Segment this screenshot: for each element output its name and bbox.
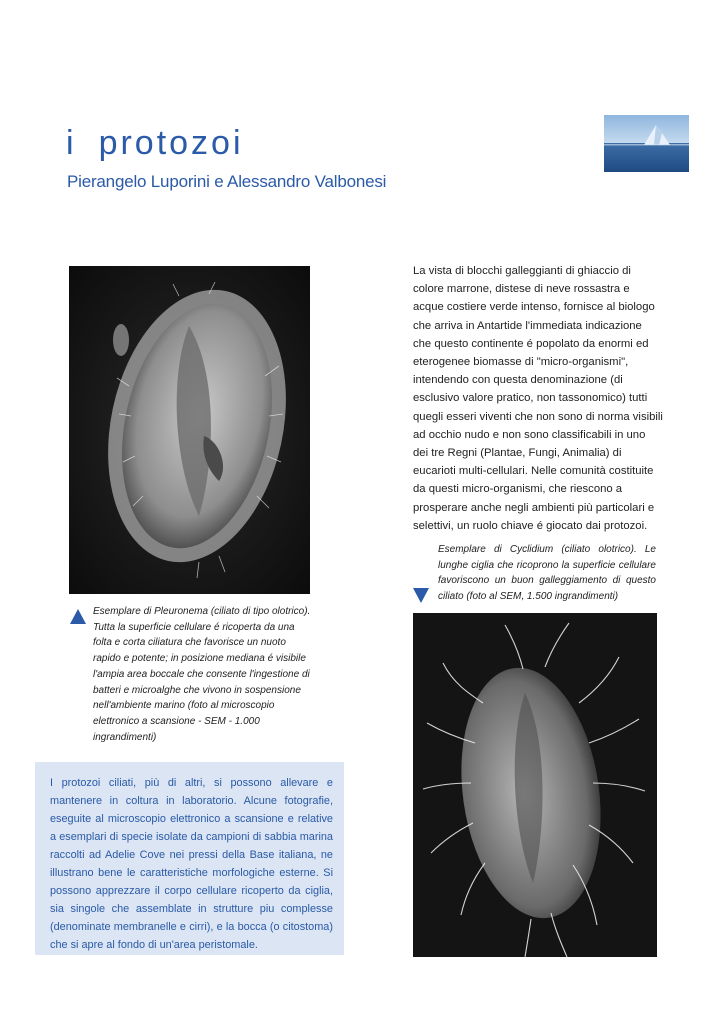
pleuronema-photo (69, 266, 310, 594)
cyclidium-caption: Esemplare di Cyclidium (ciliato olotrico). Le lunghe ciglia che ricoprono la superficie cellulare favoriscono un buon galleggiamento di questo ciliato (foto al SEM, 1.500 ingrandimenti) (438, 544, 656, 603)
authors: Pierangelo Luporini e Alessandro Valbonesi (67, 172, 387, 191)
title-word: protozoi (98, 124, 244, 162)
intro-paragraph: La vista di blocchi galleggianti di ghiaccio di colore marrone, distese di neve rossastra e acque costiere verde intenso, fornisce al biologo che arriva in Antartide l'immediata indicazione che questo continente é popolato da enormi ed eterogenee biomasse di "micro-organismi", intendendo con questa denominazione (di esclusivo valore pratico, non tassonomico) tutti quegli esseri viventi che non sono di norma visibili ad occhio nudo e non sono classificabili in uno dei tre Regni (Plantae, Fungi, Animalia) di eucarioti multi-cellulari. Nelle comunità costituite da questi micro-organismi, che riescono a prosperare anche negli ambienti più particolari e selettivi, un ruolo chiave é giocato dai protozoi. (413, 265, 663, 532)
info-box: I protozoi ciliati, più di altri, si possono allevare e mantenere in coltura in laboratorio. Alcune fotografie, eseguite al microscopio elettronico a scansione e relative a esemplari di specie isolate da campioni di sabbia marina raccolti ad Adelie Cove nei pressi della Base italiana, ne illustrano bene le caratteristiche morfologiche esterne. Si possono apprezzare il corpo cellulare ricoperto da ciglia, sia singole che assemblate in strutture piu complesse (denominate membranelle e cirri), e la bocca (o citostoma) che si apre al fondo di un'area peristomale. (35, 762, 344, 955)
cyclidium-photo (413, 613, 657, 957)
page-title (66, 124, 244, 163)
pleuronema-caption: Esemplare di Pleuronema (ciliato di tipo olotrico). Tutta la superficie cellulare é ricoperta da una folta e corta ciliatura che favorisce un nuoto rapido e potente; in posizione mediana é visibile l'ampia area boccale che consente l'ingestione di batteri e microalghe che vivono in sospensione nell'ambiente marino (foto al microscopio elettronico a scansione - SEM - 1.000 ingrandimenti) (93, 606, 311, 743)
triangle-down-icon (413, 588, 429, 603)
iceberg-photo (604, 115, 689, 172)
title-letter: i (66, 124, 77, 162)
triangle-up-icon (70, 609, 86, 624)
